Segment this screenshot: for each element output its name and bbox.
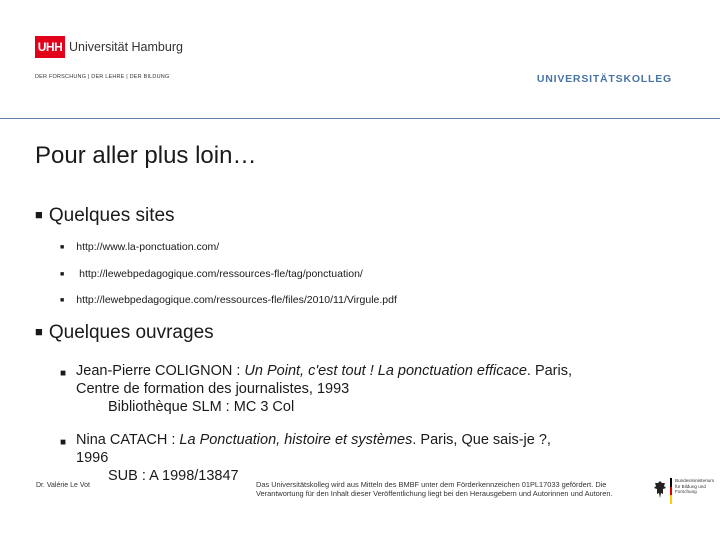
square-bullet-icon: ■ [60,271,65,278]
site-link[interactable] [60,268,363,280]
uhh-logo [35,36,185,86]
book-author: Nina CATACH : [76,432,180,448]
section-heading-label: Quelques sites [48,205,175,226]
book-author: Jean-Pierre COLIGNON : [76,363,245,379]
square-bullet-icon: ■ [35,207,43,222]
footer-funding-note: Das Universitätskolleg wird aus Mitteln des BMBF unter dem Förderkennzeichen 01PL17033 gefördert. Die Verantwortung für den Inhalt dieser Veröffentlichung liegt bei den Herausgebern und Autorinnen und Autoren. [256,480,613,499]
book-publisher: . Paris, [526,363,573,379]
site-link-text[interactable]: http://lewebpedagogique.com/ressources-fle/files/2010/11/Virgule.pdf [76,294,397,306]
site-link[interactable] [60,241,219,253]
university-name: Universität Hamburg [69,40,183,54]
university-tagline: DER FORSCHUNG | DER LEHRE | DER BILDUNG [35,74,170,80]
book-reference [60,362,572,416]
square-bullet-icon: ■ [60,244,65,251]
universitaetskolleg-brand: UNIVERSITÄTSKOLLEG [536,73,672,85]
header-divider [0,118,720,119]
uhh-logo-mark: UHH [35,36,65,58]
square-bullet-icon: ■ [60,297,65,304]
section-heading-books [35,322,214,344]
book-reference [60,431,551,485]
site-link-text[interactable]: http://lewebpedagogique.com/ressources-fle/tag/ponctuation/ [76,268,363,280]
section-heading-label: Quelques ouvrages [48,322,214,343]
footer-author: Dr. Valérie Le Vot [36,482,90,489]
book-shelfmark: SUB : A 1998/13847 [108,468,239,484]
book-title: Un Point, c'est tout ! La ponctuation efficace [244,363,527,379]
book-shelfmark: Bibliothèque SLM : MC 3 Col [108,399,295,415]
book-year-line: 1996 [76,450,109,466]
square-bullet-icon: ■ [35,324,43,339]
book-publisher-line: Centre de formation des journalistes, 1993 [76,381,350,397]
bmbf-label: Bundesministerium für Bildung und Forschung [675,478,715,494]
book-line [60,362,572,380]
federal-eagle-icon [653,480,667,500]
site-link-text[interactable]: http://www.la-ponctuation.com/ [76,241,220,253]
section-heading-sites [35,205,175,227]
square-bullet-icon: ■ [60,368,67,379]
site-link[interactable] [60,294,397,306]
flag-bar [670,478,672,504]
slide-title: Pour aller plus loin… [35,142,257,169]
square-bullet-icon: ■ [60,437,67,448]
book-publisher: . Paris, Que sais-je ?, [412,432,551,448]
book-line [60,431,551,449]
book-title: La Ponctuation, histoire et systèmes [179,432,413,448]
bmbf-logo [653,476,715,512]
